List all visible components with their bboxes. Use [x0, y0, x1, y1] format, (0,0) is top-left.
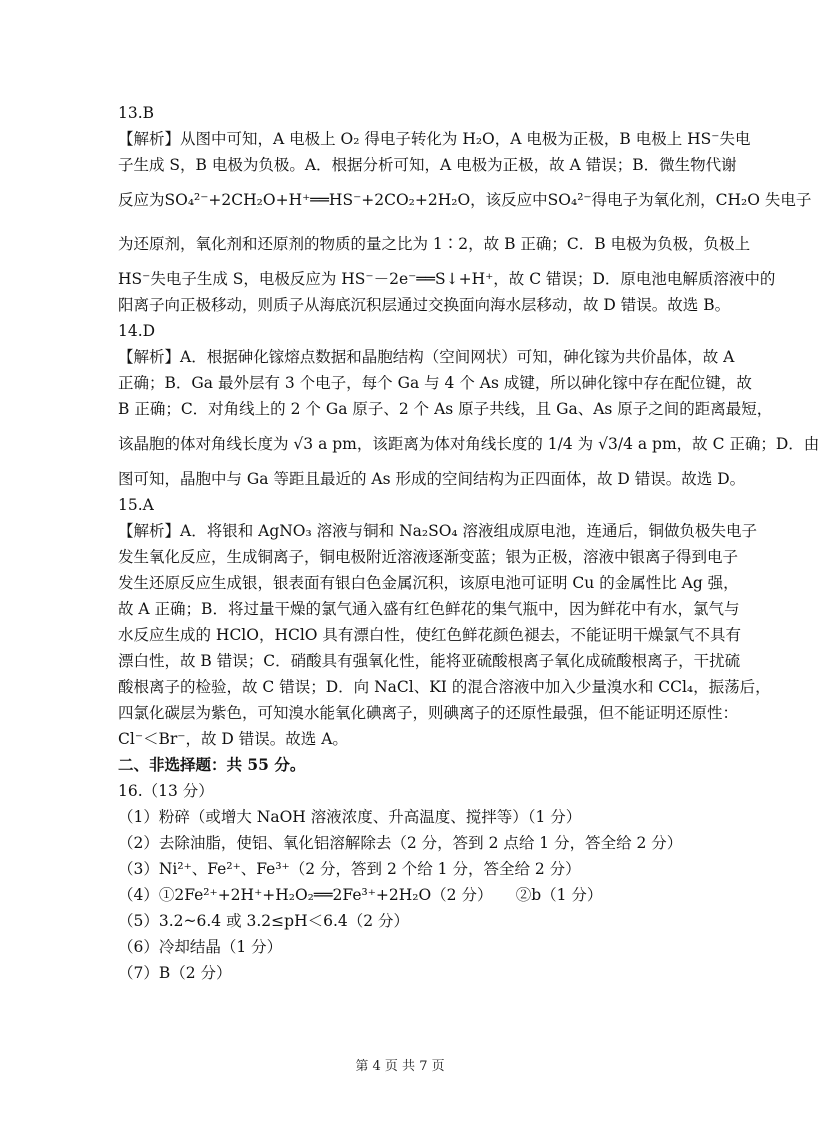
analysis-line: 正确；B．Ga 最外层有 3 个电子，每个 Ga 与 4 个 As 成键，所以砷化镓中存在配位键，故	[118, 374, 752, 392]
answer-item-5: （5）3.2~6.4 或 3.2≤pH＜6.4（2 分）	[118, 912, 410, 930]
analysis-line: 图可知，晶胞中与 Ga 等距且最近的 As 形成的空间结构为正四面体，故 D 错误。故选 D。	[118, 470, 746, 488]
analysis-line: 发生氧化反应，生成铜离子，铜电极附近溶液逐渐变蓝；银为正极，溶液中银离子得到电子	[118, 548, 739, 566]
answer-item-2: （2）去除油脂，使铝、氧化铝溶解除去（2 分，答到 2 点给 1 分，答全给 2 分）	[118, 834, 683, 852]
answer-15: 15.A	[118, 496, 154, 514]
answer-item-7: （7）B（2 分）	[118, 964, 232, 982]
analysis-line: 【解析】从图中可知，A 电极上 O₂ 得电子转化为 H₂O，A 电极为正极，B 电极上 HS⁻失电	[118, 130, 751, 148]
analysis-line: 水反应生成的 HClO，HClO 具有漂白性，使红色鲜花颜色褪去，不能证明干燥氯气不具有	[118, 626, 741, 644]
answer-document	[118, 100, 819, 986]
analysis-line: 【解析】A．根据砷化镓熔点数据和晶胞结构（空间网状）可知，砷化镓为共价晶体，故 A	[118, 348, 735, 366]
answer-item-3: （3）Ni²⁺、Fe²⁺、Fe³⁺（2 分，答到 2 个给 1 分，答全给 2 分）	[118, 860, 581, 878]
question-13	[118, 100, 812, 318]
question-14	[118, 318, 819, 492]
analysis-line: 四氯化碳层为紫色，可知溴水能氧化碘离子，则碘离子的还原性最强，但不能证明还原性：	[118, 704, 739, 722]
analysis-line: 为还原剂，氧化剂和还原剂的物质的量之比为 1∶2，故 B 正确；C．B 电极为负极，负极上	[118, 235, 751, 253]
answer-item-4: （4）①2Fe²⁺+2H⁺+H₂O₂══2Fe³⁺+2H₂O（2 分） ②b（1 分）	[118, 886, 603, 904]
page-footer: 第 4 页 共 7 页	[355, 1059, 445, 1074]
analysis-line: 漂白性，故 B 错误；C．硝酸具有强氧化性，能将亚硫酸根离子氧化成硫酸根离子，干扰硫	[118, 652, 741, 670]
section-non-choice	[118, 752, 690, 986]
analysis-line: 故 A 正确；B．将过量干燥的氯气通入盛有红色鲜花的集气瓶中，因为鲜花中有水，氯气与	[118, 600, 740, 618]
analysis-line: 子生成 S，B 电极为负极。A．根据分析可知，A 电极为正极，故 A 错误；B．微生物代谢	[118, 156, 737, 174]
analysis-line: 发生还原反应生成银，银表面有银白色金属沉积，该原电池可证明 Cu 的金属性比 Ag 强，	[118, 574, 739, 592]
section-heading: 二、非选择题：共 55 分。	[118, 755, 306, 774]
question-16-header: 16.（13 分）	[118, 782, 214, 800]
analysis-line: 反应为SO₄²⁻+2CH₂O+H⁺══HS⁻+2CO₂+2H₂O，该反应中SO₄²⁻得电子为氧化剂，CH₂O 失电子	[118, 191, 812, 209]
analysis-line: 酸根离子的检验，故 C 错误；D．向 NaCl、KI 的混合溶液中加入少量溴水和 CCl₄，振荡后，	[118, 678, 771, 696]
analysis-line: 阳离子向正极移动，则质子从海底沉积层通过交换面向海水层移动，故 D 错误。故选 B。	[118, 296, 731, 314]
answer-item-1: （1）粉碎（或增大 NaOH 溶液浓度、升高温度、搅拌等）（1 分）	[118, 808, 582, 826]
analysis-line: 该晶胞的体对角线长度为 √3 a pm，该距离为体对角线长度的 1/4 为 √3/4 a pm，故 C 正确；D．由	[118, 435, 819, 453]
analysis-line: HS⁻失电子生成 S，电极反应为 HS⁻－2e⁻══S↓+H⁺，故 C 错误；D．原电池电解质溶液中的	[118, 270, 776, 288]
answer-14: 14.D	[118, 322, 156, 340]
answer-item-6: （6）冷却结晶（1 分）	[118, 938, 283, 956]
question-15	[118, 492, 771, 752]
analysis-line: B 正确；C．对角线上的 2 个 Ga 原子、2 个 As 原子共线，且 Ga、As 原子之间的距离最短，	[118, 400, 773, 418]
analysis-line: Cl⁻＜Br⁻，故 D 错误。故选 A。	[118, 730, 348, 748]
answer-13: 13.B	[118, 104, 155, 122]
analysis-line: 【解析】A．将银和 AgNO₃ 溶液与铜和 Na₂SO₄ 溶液组成原电池，连通后，铜做负极失电子	[118, 522, 758, 540]
